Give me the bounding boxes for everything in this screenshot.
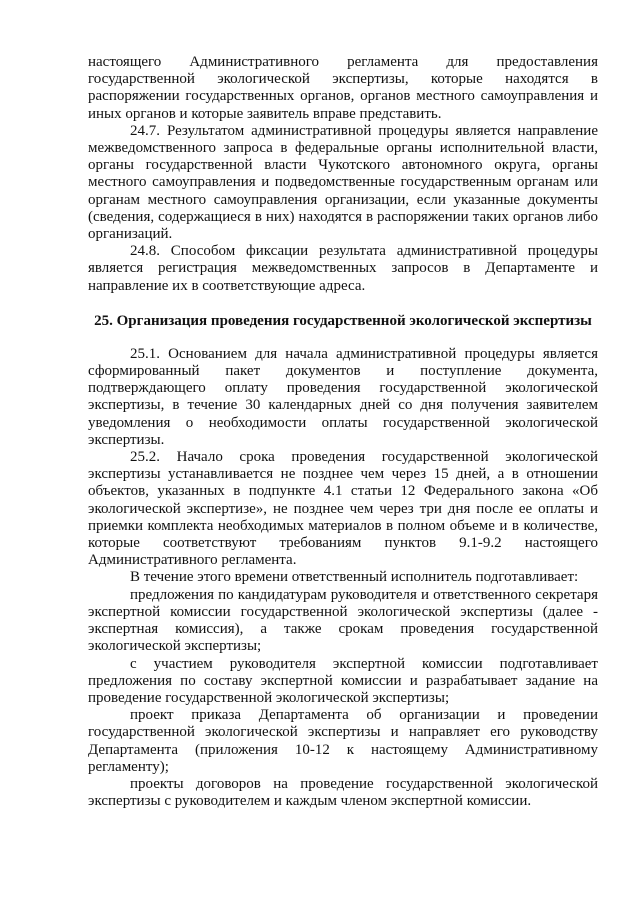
paragraph-25-1: 25.1. Основанием для начала административной процедуры является сформированный пакет документов и поступление документа, подтверждающего оплату проведения государственной экологической экспертизы, в течение 30 календарных дней со дня получения заявителем уведомления о необходимости оплаты государственной экологической экспертизы. <box>88 345 598 448</box>
section-heading-25: 25. Организация проведения государственной экологической экспертизы <box>94 312 592 329</box>
paragraph-responsible-intro: В течение этого времени ответственный исполнитель подготавливает: <box>130 569 579 586</box>
list-item-contract-drafts: проекты договоров на проведение государственной экологической экспертизы с руководителем и каждым членом экспертной комиссии. <box>88 775 598 810</box>
paragraph-24-8: 24.8. Способом фиксации результата административной процедуры является регистрация межведомственных запросов в Департаменте и направление их в соответствующие адреса. <box>88 243 598 294</box>
list-item-commission-composition: с участием руководителя экспертной комиссии подготавливает предложения по составу экспертной комиссии и разрабатывает задание на проведение государственной экологической экспертизы; <box>88 655 598 706</box>
paragraph-25-2: 25.2. Начало срока проведения государственной экологической экспертизы устанавливается не позднее чем через 15 дней, а в отношении объектов, указанных в подпункте 4.1 статьи 12 Федерального закона «Об экологической экспертизе», не позднее чем через три дня после ее оплаты и приемки комплекта необходимых материалов в полном объеме и в количестве, которые соответствуют требованиям пунктов 9.1-9.2 настоящего Административного регламента. <box>88 449 598 569</box>
paragraph-24-7: 24.7. Результатом административной процедуры является направление межведомственного запроса в федеральные органы исполнительной власти, органы государственной власти Чукотского автономного округа, органы местного самоуправления и подведомственные государственным органам или органам местного самоуправления организации, если указанные документы (сведения, содержащиеся в них) находятся в распоряжении таких органов либо организаций. <box>88 122 598 243</box>
list-item-candidates: предложения по кандидатурам руководителя и ответственного секретаря экспертной комиссии государственной экологической экспертизы (далее - экспертная комиссия), а также срокам проведения государственной экологической экспертизы; <box>88 586 598 655</box>
paragraph-continuation: настоящего Административного регламента для предоставления государственной экологической экспертизы, которые находятся в распоряжении государственных органов, органов местного самоуправления и иных органов и которые заявитель вправе представить. <box>88 54 598 122</box>
document-page <box>88 54 598 810</box>
list-item-order-draft: проект приказа Департамента об организации и проведении государственной экологической экспертизы и направляет его руководству Департамента (приложения 10-12 к настоящему Административному регламенту); <box>88 707 598 775</box>
